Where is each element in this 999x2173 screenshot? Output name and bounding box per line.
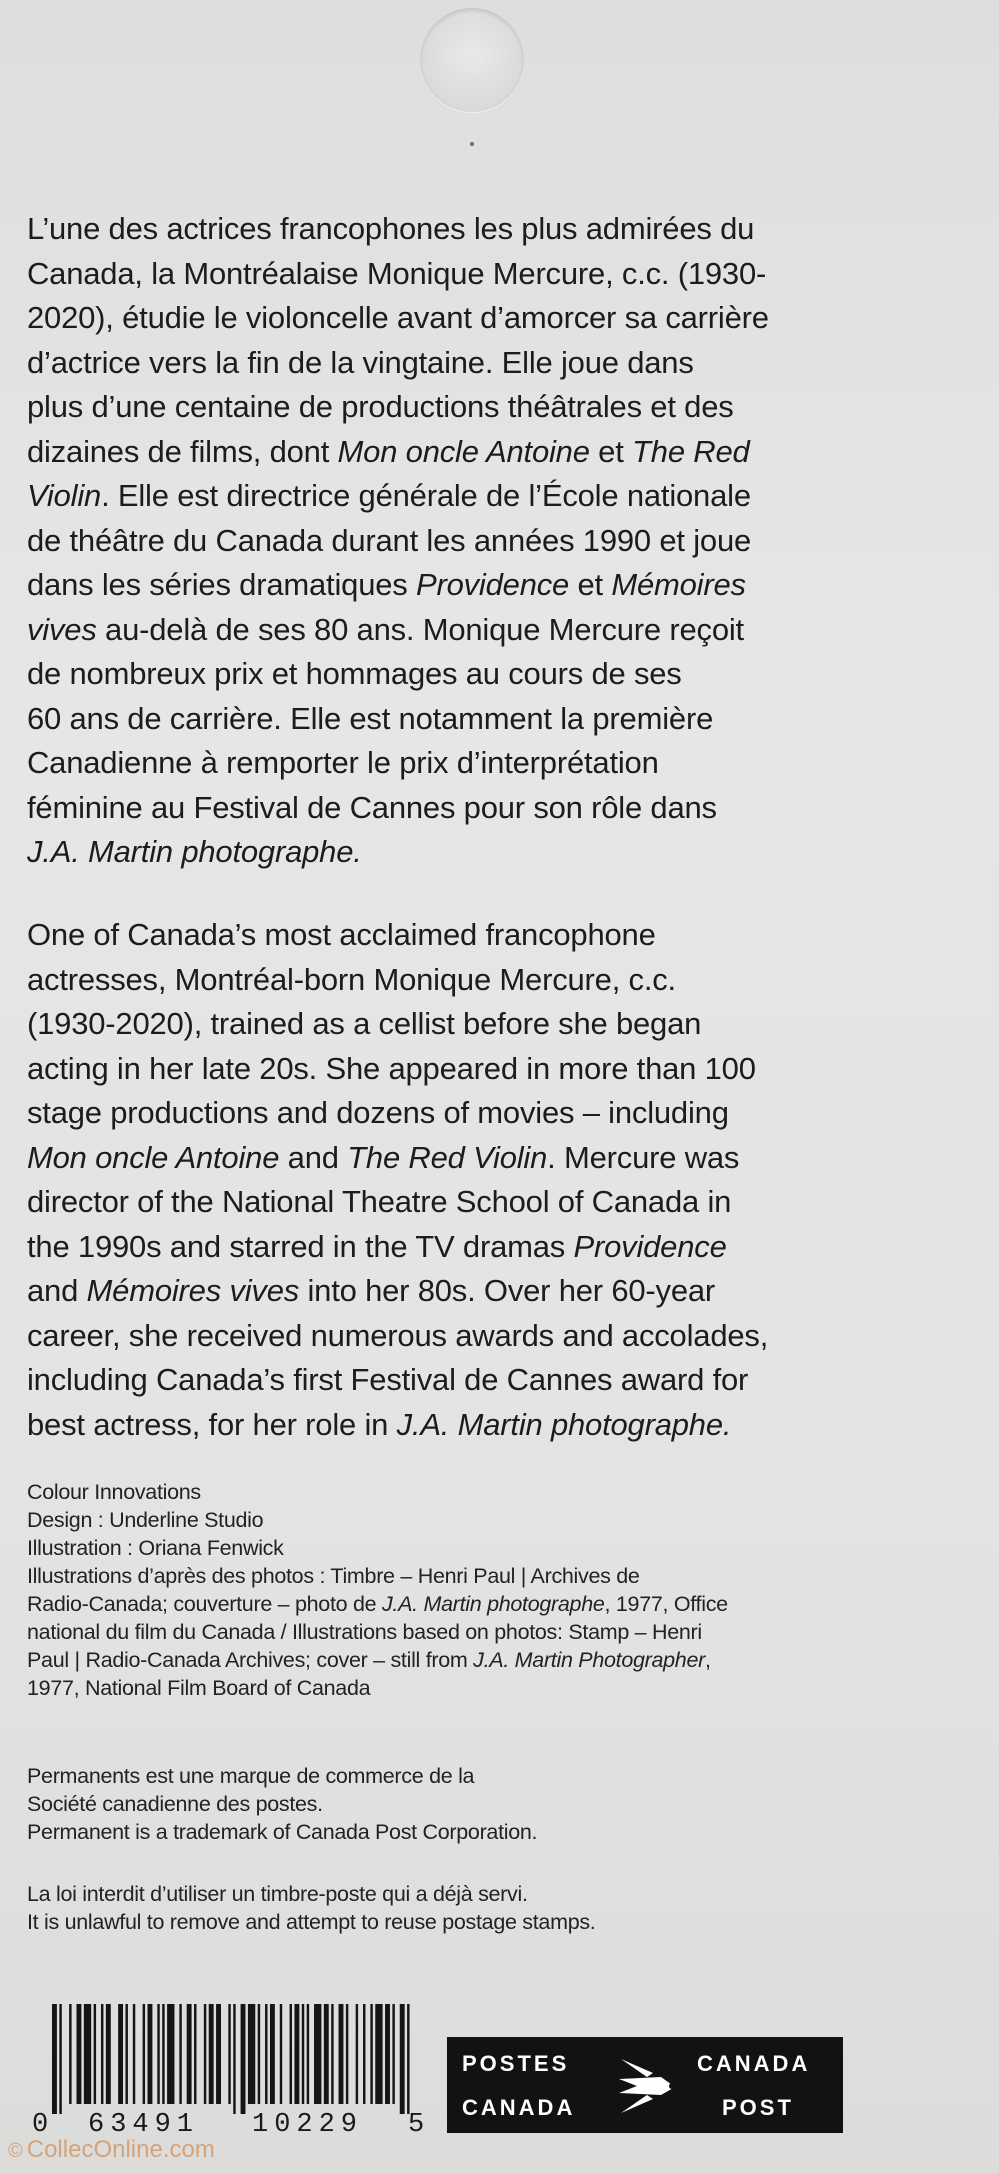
text-segment: Permanent is a trademark of Canada Post Corporation. <box>27 1820 538 1844</box>
italic-title: The Red Violin <box>347 1139 548 1175</box>
barcode-bar <box>143 2004 145 2104</box>
barcode-bar <box>294 2004 299 2104</box>
text-line <box>27 1269 907 1314</box>
text-segment: 2020), étudie le violoncelle avant d’amorcer sa carrière <box>27 300 769 335</box>
text-segment: dizaines de films, dont <box>27 433 338 469</box>
text-line <box>27 1908 967 1936</box>
text-line <box>27 697 907 742</box>
italic-title: Mémoires <box>611 567 746 602</box>
italic-title: Mon oncle Antoine <box>27 1139 280 1175</box>
postage-law-notice <box>27 1880 967 1936</box>
barcode-digits-left: 63491 <box>88 2110 200 2140</box>
barcode-bar <box>339 2004 344 2104</box>
barcode-bar <box>331 2004 333 2104</box>
barcode-bar <box>101 2004 103 2104</box>
text-line <box>27 830 907 875</box>
text-line <box>27 385 907 430</box>
text-segment: career, she received numerous awards and accolades, <box>27 1317 769 1353</box>
barcode-bar <box>407 2004 409 2114</box>
barcode-digit-system: 0 <box>32 2110 49 2140</box>
text-line <box>27 1818 967 1846</box>
text-segment: Paul | Radio-Canada Archives; cover – still from <box>27 1648 474 1672</box>
text-segment: Permanents est une marque de commerce de la <box>27 1764 475 1788</box>
barcode-bar <box>270 2004 275 2104</box>
barcode-bar <box>52 2004 57 2114</box>
text-line <box>27 519 907 564</box>
text-line <box>27 1880 967 1908</box>
barcode-bar <box>324 2004 329 2104</box>
text-segment: and <box>27 1273 87 1308</box>
text-line <box>27 1534 967 1562</box>
barcode-bar <box>290 2004 292 2104</box>
barcode <box>30 2004 425 2147</box>
text-line <box>27 652 907 697</box>
text-line <box>27 1358 907 1403</box>
text-segment: It is unlawful to remove and attempt to reuse postage stamps. <box>27 1910 596 1934</box>
text-line <box>27 1403 907 1448</box>
text-line <box>27 1091 907 1136</box>
text-segment: Illustrations d’après des photos : Timbre – Henri Paul | Archives de <box>27 1564 640 1588</box>
text-segment: best actress, for her role in <box>27 1406 397 1442</box>
text-line <box>27 1590 967 1618</box>
logo-word-postes: POSTES <box>462 2051 570 2076</box>
canada-post-logo <box>447 2037 843 2133</box>
italic-title: The Red <box>632 433 750 469</box>
text-segment: into her 80s. Over her 60-year <box>299 1273 716 1308</box>
barcode-bar <box>385 2004 390 2104</box>
trademark-notice <box>27 1762 967 1846</box>
barcode-bar <box>248 2004 255 2104</box>
text-segment: Illustration : Oriana Fenwick <box>27 1536 284 1560</box>
barcode-bar <box>106 2004 111 2104</box>
barcode-bar <box>258 2004 260 2104</box>
barcode-bar <box>94 2004 96 2104</box>
text-segment: (1930-2020), trained as a cellist before she began <box>27 1006 702 1041</box>
watermark <box>8 2136 215 2164</box>
barcode-bar <box>76 2004 81 2104</box>
text-segment: et <box>569 567 612 602</box>
text-segment: actresses, Montréal-born Monique Mercure, c.c. <box>27 961 676 997</box>
italic-title: vives <box>27 611 97 647</box>
barcode-bar <box>118 2004 123 2104</box>
text-segment: d’actrice vers la fin de la vingtaine. Elle joue dans <box>27 344 694 380</box>
text-line <box>27 1002 907 1047</box>
italic-title: Providence <box>573 1228 727 1264</box>
barcode-bar <box>370 2004 372 2104</box>
text-segment: including Canada’s first Festival de Cannes award for <box>27 1362 749 1397</box>
text-segment: Radio-Canada; couverture – photo de <box>27 1592 382 1616</box>
logo-word-post: POST <box>722 2095 794 2120</box>
text-line <box>27 207 907 252</box>
text-segment: director of the National Theatre School of Canada in <box>27 1184 732 1219</box>
french-biography-paragraph <box>27 207 907 875</box>
text-line <box>27 341 907 386</box>
text-line <box>27 608 907 653</box>
barcode-digit-check: 5 <box>408 2110 425 2140</box>
text-segment: acting in her late 20s. She appeared in more than 100 <box>27 1050 756 1086</box>
text-line <box>27 1762 967 1790</box>
text-segment: 1977, National Film Board of Canada <box>27 1676 371 1700</box>
text-segment: . Elle est directrice générale de l’École nationale <box>101 478 751 513</box>
text-line <box>27 430 907 475</box>
barcode-bar <box>302 2004 304 2104</box>
text-segment: stage productions and dozens of movies – including <box>27 1095 729 1130</box>
text-segment: . Mercure was <box>547 1139 740 1175</box>
text-segment: Canada, la Montréalaise Monique Mercure, c.c. (1930- <box>27 255 767 291</box>
text-segment: and <box>279 1139 348 1175</box>
barcode-bar <box>216 2004 221 2104</box>
italic-title: Violin <box>27 478 102 513</box>
copyright-icon: © <box>8 2140 23 2162</box>
barcode-bar <box>265 2004 267 2104</box>
text-segment: dans les séries dramatiques <box>27 567 416 602</box>
barcode-bars <box>52 2004 412 2114</box>
text-line <box>27 1506 967 1534</box>
barcode-bar <box>204 2004 206 2104</box>
text-line <box>27 1618 967 1646</box>
text-line <box>27 741 907 786</box>
text-segment: au-delà de ses 80 ans. Monique Mercure reçoit <box>96 611 744 647</box>
text-segment: féminine au Festival de Cannes pour son rôle dans <box>27 789 717 825</box>
barcode-bar <box>167 2004 174 2104</box>
barcode-bar <box>125 2004 127 2104</box>
hang-hole <box>420 8 524 112</box>
barcode-bar <box>280 2004 282 2104</box>
text-line <box>27 1674 967 1702</box>
barcode-bar <box>314 2004 321 2104</box>
credits-block <box>27 1478 967 1702</box>
text-line <box>27 913 907 958</box>
text-segment: Colour Innovations <box>27 1480 201 1504</box>
text-segment: plus d’une centaine de productions théâtrales et des <box>27 389 734 424</box>
text-line <box>27 958 907 1003</box>
text-segment: de théâtre du Canada durant les années 1990 et joue <box>27 522 752 558</box>
text-line <box>27 1478 967 1506</box>
barcode-digits-right: 10229 <box>252 2110 364 2140</box>
barcode-bar <box>400 2004 405 2114</box>
barcode-bar <box>179 2004 181 2104</box>
barcode-bar <box>346 2004 348 2104</box>
text-line <box>27 296 907 341</box>
barcode-bar <box>187 2004 192 2104</box>
barcode-bar <box>241 2004 246 2114</box>
text-line <box>27 786 907 831</box>
barcode-bar <box>392 2004 394 2104</box>
logo-word-canada-en: CANADA <box>697 2051 811 2076</box>
text-segment: L’une des actrices francophones les plus admirées du <box>27 211 755 246</box>
canada-post-eagle-icon <box>617 2043 687 2127</box>
text-line <box>27 1136 907 1181</box>
text-line <box>27 1646 967 1674</box>
barcode-bar <box>375 2004 382 2104</box>
text-line <box>27 474 907 519</box>
text-segment: national du film du Canada / Illustrations based on photos: Stamp – Henri <box>27 1620 702 1644</box>
hang-dot <box>470 142 474 146</box>
barcode-bar <box>133 2004 135 2104</box>
barcode-bar <box>363 2004 365 2104</box>
italic-title: J.A. Martin photographe. <box>27 834 362 869</box>
watermark-text: CollecOnline.com <box>26 2136 215 2163</box>
text-line <box>27 1225 907 1270</box>
text-segment: Design : Underline Studio <box>27 1508 264 1532</box>
text-segment: , <box>704 1648 711 1672</box>
italic-title: Providence <box>415 567 570 602</box>
english-biography-paragraph <box>27 913 907 1447</box>
text-segment: 60 ans de carrière. Elle est notamment la première <box>27 700 714 736</box>
text-segment: Société canadienne des postes. <box>27 1792 323 1816</box>
italic-title: Mémoires vives <box>86 1273 300 1308</box>
text-line <box>27 563 907 608</box>
italic-title: J.A. Martin Photographer <box>473 1648 705 1672</box>
italic-title: J.A. Martin photographe. <box>396 1406 732 1442</box>
logo-word-canada-fr: CANADA <box>462 2095 576 2120</box>
text-line <box>27 1790 967 1818</box>
text-segment: La loi interdit d’utiliser un timbre-poste qui a déjà servi. <box>27 1882 528 1906</box>
barcode-bar <box>162 2004 164 2104</box>
italic-title: Mon oncle Antoine <box>337 433 590 469</box>
text-segment: Canadienne à remporter le prix d’interprétation <box>27 745 659 780</box>
text-segment: , 1977, Office <box>604 1592 728 1616</box>
text-segment: One of Canada’s most acclaimed francophone <box>27 917 656 952</box>
barcode-bar <box>228 2004 230 2104</box>
barcode-bar <box>148 2004 153 2104</box>
text-segment: de nombreux prix et hommages au cours de ses <box>27 656 682 691</box>
barcode-bar <box>157 2004 159 2104</box>
barcode-bar <box>233 2004 235 2114</box>
barcode-bar <box>307 2004 309 2104</box>
text-line <box>27 1180 907 1225</box>
text-segment: the 1990s and starred in the TV dramas <box>27 1228 574 1264</box>
text-line <box>27 252 907 297</box>
text-segment: et <box>589 433 633 469</box>
text-line <box>27 1047 907 1092</box>
text-line <box>27 1314 907 1359</box>
barcode-bar <box>356 2004 358 2104</box>
barcode-bar <box>209 2004 214 2104</box>
barcode-bar <box>84 2004 91 2104</box>
barcode-bar <box>69 2004 71 2104</box>
barcode-bar <box>59 2004 61 2114</box>
barcode-bar <box>194 2004 196 2104</box>
text-line <box>27 1562 967 1590</box>
italic-title: J.A. Martin photographe <box>381 1592 605 1616</box>
